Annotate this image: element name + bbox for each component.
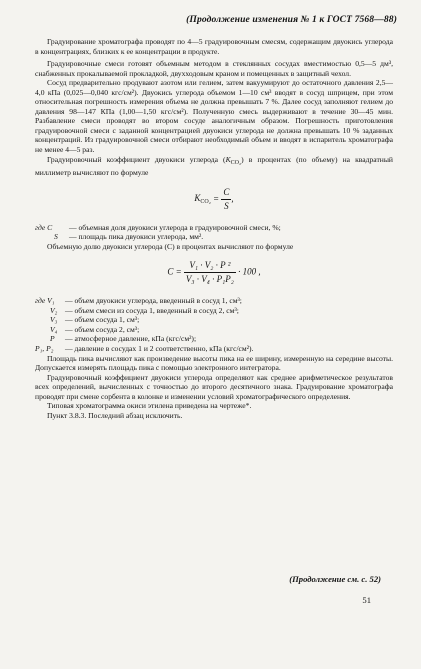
formula1-fraction [221, 186, 234, 212]
formula1-numerator: C [221, 187, 231, 200]
legend-symbol: P₁, P₂ [35, 344, 54, 354]
legend-text: — площадь пика двуокиси углерода, мм². [69, 232, 204, 242]
legend-row [35, 223, 393, 233]
legend-row [35, 344, 393, 354]
legend-row [50, 306, 393, 316]
legend-coefficient [35, 223, 393, 242]
formula2-tail: · 100 , [238, 266, 261, 277]
paragraph-coefficient-b: ) в процентах (по объему) на квадратный миллиметр вычисляют по формуле [35, 154, 393, 178]
formula1-tail: , [231, 193, 234, 204]
document-body [35, 37, 393, 420]
paragraph-calibration: Градуирование хроматографа проводят по 4—5 градуировочным смесям, содержащим двуокись углерода в концентрациях, близких к ее концентрации в продукте. [35, 37, 393, 56]
page-number: 51 [362, 595, 371, 605]
legend-symbol: P [50, 334, 55, 344]
legend-symbol: V₄ [50, 324, 58, 334]
legend-text: — объемная доля двуокиси углерода в градуировочной смеси, %; [69, 222, 281, 232]
legend-row [50, 325, 393, 335]
legend-volume-fraction [35, 296, 393, 353]
legend-row [35, 296, 393, 306]
formula2-fraction [184, 260, 236, 285]
paragraph-volume-fraction: Объемную долю двуокиси углерода (С) в процентах вычисляют по формуле [47, 241, 294, 251]
formula2-lhs: C = [167, 266, 182, 277]
formula2-numerator: V₁ · V₂ · P ² [184, 260, 236, 273]
coefficient-symbol: $K_{CO_2}$ [225, 154, 242, 166]
legend-symbol: V₂ [50, 305, 58, 315]
legend-symbol: S [54, 232, 58, 242]
legend-text: — атмосферное давление, кПа (кгс/см²); [65, 334, 197, 344]
continuation-note: (Продолжение см. с. 52) [289, 574, 381, 584]
page-header: (Продолжение изменения № 1 к ГОСТ 7568—88) [186, 14, 397, 25]
legend-symbol: где V₁ [35, 296, 55, 306]
paragraph-coefficient [35, 155, 393, 178]
formula1-denominator: S [224, 200, 229, 211]
paragraph-vessel: Сосуд предварительно продувают азотом или гелием, затем вакуумируют до остаточного давления 2,5—4,0 кПа (0,025—0,040 кгс/см²). Двуокись углерода объемом 1—10 см³ вводят в сосуд шприцем, при этом относительная погрешность измерения объема не должна превышать 7 %. Далее сосуд заполняют гелием до давления 98—147 КПа (1,00—1,50 кгс/см²). Полученную смесь выдерживают в течение 30—45 мин. Разбавление смеси проводят во втором сосуде аналогичным образом. Погрешность приготовления градуировочной смеси с заданной концентрацией двуокиси углерода не должна превышать 10 % заданных концентраций. Из градуировочной смеси отбирают необходимый объем и вводят в испаритель хроматографа не менее 4—5 раз. [35, 78, 393, 155]
legend-text: — объем смеси из сосуда 1, введенный в сосуд 2, см³; [65, 305, 239, 315]
paragraph-clause: Пункт 3.8.3. Последний абзац исключить. [47, 410, 183, 420]
formula-coefficient [35, 187, 393, 212]
legend-row [50, 334, 393, 344]
paragraph-chromatogram: Типовая хроматограмма окиси этилена приведена на чертеже*. [47, 401, 252, 411]
legend-symbol: где C [35, 222, 53, 232]
formula-volume-fraction [35, 260, 393, 285]
formula1-eq: = [213, 193, 220, 204]
legend-symbol: V₃ [50, 315, 58, 325]
legend-text: — объем сосуда 1, см³; [65, 315, 140, 325]
paragraph-mixtures: Градуировочные смеси готовят объемным методом в стеклянных сосудах вместимостью 0,5—5 дм³, снабженных прокалываемой прокладкой, двухходовым краном и помещенных в защитный чехол. [35, 59, 393, 78]
legend-row [54, 232, 393, 242]
legend-text: — объем сосуда 2, см³; [65, 324, 140, 334]
paragraph-coefficient-a: Градуировочный коэффициент двуокиси углерода ( [47, 154, 226, 164]
formula2-denominator: V₃ · V₄ · P₁P₂ [185, 274, 234, 285]
legend-text: — объем двуокиси углерода, введенный в сосуд 1, см³; [65, 296, 242, 306]
paragraph-mean-coefficient: Градуировочный коэффициент двуокиси углерода определяют как среднее арифметическое результатов всех определений, вычисленных с точностью до второго десятичного знака. Градуирование хроматографа проводят при смене сорбента в колонке и изменении условий хроматографического определения. [35, 372, 393, 401]
paragraph-peak-area: Площадь пика вычисляют как произведение высоты пика на ее ширину, измеренную на середине высоты. Допускается измерять площадь пика с помощью электронного интегратора. [35, 353, 393, 373]
legend-row [50, 315, 393, 325]
formula1-lhs: $K_{CO_2}$ [194, 193, 211, 206]
legend-text: — давление в сосудах 1 и 2 соответственно, кПа (кгс/см²). [65, 344, 254, 354]
